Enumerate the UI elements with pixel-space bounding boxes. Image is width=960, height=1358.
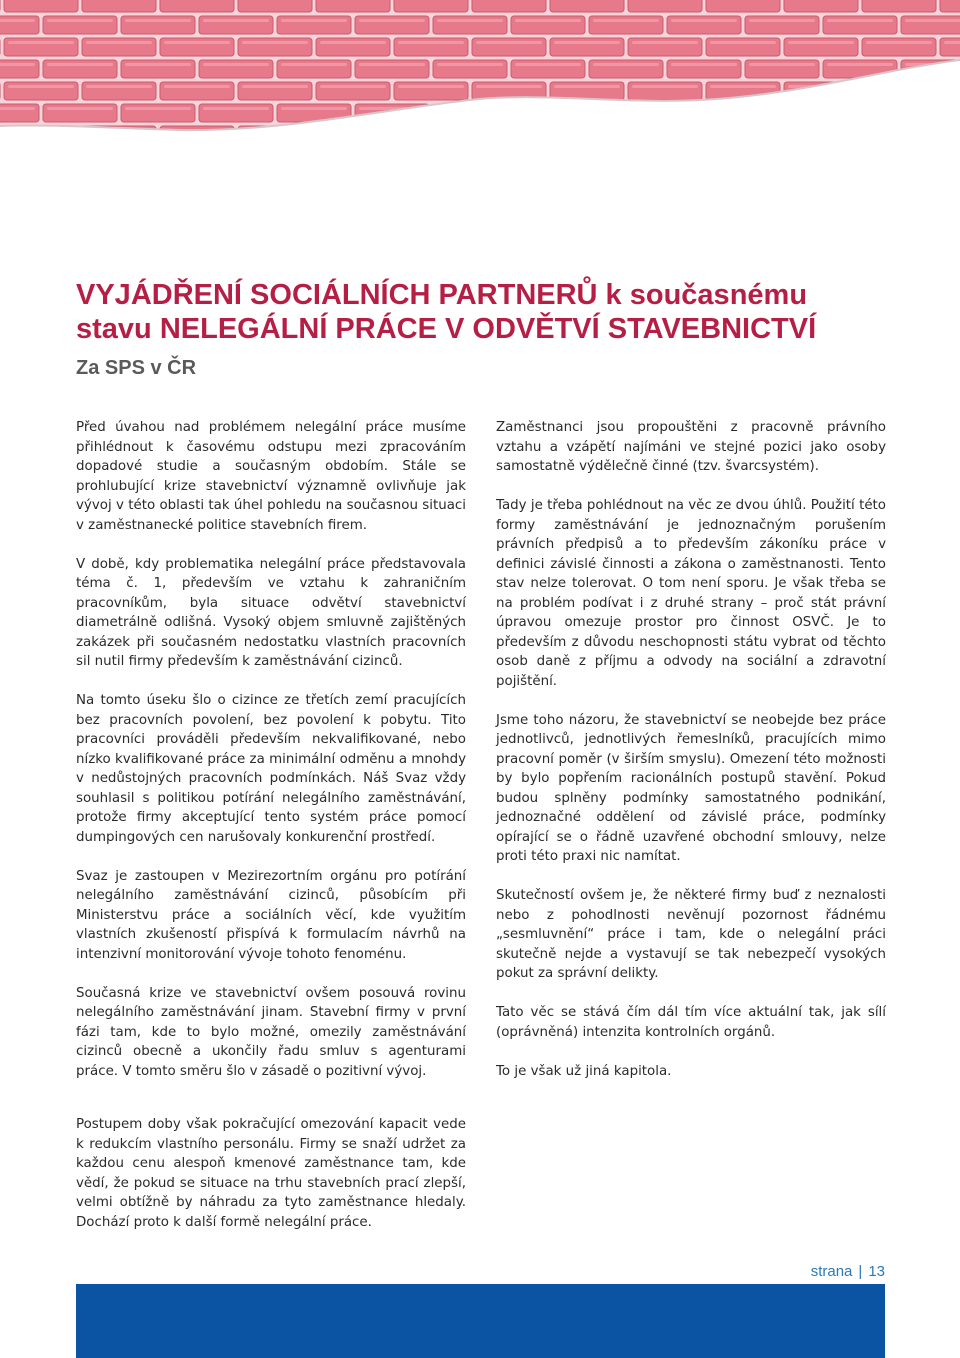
brick-highlight [710,41,776,44]
brick-highlight [827,63,893,66]
brick [160,0,234,12]
brick [160,82,234,100]
brick-highlight [0,19,35,22]
page-number [700,1263,885,1280]
brick [862,82,936,100]
brick-highlight [788,129,854,132]
brick [199,104,273,122]
page-separator: | [858,1263,863,1280]
brick-highlight [827,19,893,22]
brick [433,104,507,122]
brick [238,0,312,12]
brick [745,60,819,78]
brick-highlight [242,85,308,88]
paragraph: Před úvahou nad problémem nelegální práce musíme přihlédnout k časovému odstupu mezi zpracováním dopadové studie a současným obdobím. Stále se prohlubující krize stavebnictví významně ovlivňuje jak vývoj v této oblasti tak úhel pohledu na současnou situaci v zaměstnanecké politice stavebních firem. [76,420,466,533]
brick [277,60,351,78]
brick [589,16,663,34]
brick [82,82,156,100]
brick-highlight [671,19,737,22]
brick [316,82,390,100]
brick [199,60,273,78]
brick-highlight [749,63,815,66]
brick [394,0,468,12]
paragraph: Tady je třeba pohlédnout na věc ze dvou úhlů. Použití této formy zaměstnávání je jednoznačným porušením právních předpisů a to především zákoníku práce v definici závislé činnosti a zákona o zaměstnanosti. Tento stav nelze tolerovat. O tom není sporu. Je však třeba se na problém podívat i z druhé strany – proč stát právní úpravou omezuje prostor pro činnost OSVČ. Je to především z důvodu neschopnosti státu vybrat od těchto osob daně z příjmu a odvody na sociální a zdravotní pojištění. [496,498,886,689]
brick [628,126,702,140]
brick-highlight [125,19,191,22]
brick [862,126,936,140]
brick-highlight [749,107,815,110]
brick-highlight [398,41,464,44]
brick-highlight [593,19,659,22]
brick [43,104,117,122]
brick-highlight [905,19,960,22]
footer-bar [76,1284,885,1358]
paragraph: Tato věc se stává čím dál tím více aktuální tak, jak sílí (oprávněná) intenzita kontrolních orgánů. [496,1005,886,1040]
brick [940,0,960,12]
page-title-line-1: VYJÁDŘENÍ SOCIÁLNÍCH PARTNERŮ k současnému [76,279,808,311]
brick-highlight [359,19,425,22]
brick [121,16,195,34]
brick-highlight [8,85,74,88]
brick-highlight [671,107,737,110]
paragraph: Svaz je zastoupen v Mezirezortním orgánu pro potírání nelegálního zaměstnávání cizinců, působícím při Ministerstvu práce a sociálních věcí, kde využitím vlastních zkušeností přispívá k formulacím návrhů na intenzivní monitorování vývoje tohoto fenoménu. [76,868,466,962]
brick [511,104,585,122]
brick-highlight [125,107,191,110]
brick-highlight [86,85,152,88]
brick [511,60,585,78]
brick-highlight [632,41,698,44]
paragraph: Skutečností ovšem je, že některé firmy buď z neznalosti nebo z pohodlnosti nevěnují pozornost řádnému „sesmluvnění“ práce i tam, kde o nelegální práci skutečně nejde a vystavují se tak nebezpečí vysokých pokut za správní delikty. [496,888,886,981]
brick [160,38,234,56]
brick [433,16,507,34]
brick-highlight [0,63,35,66]
brick-highlight [8,129,74,132]
brick-highlight [398,129,464,132]
brick-highlight [242,129,308,132]
brick-highlight [944,85,960,88]
paragraph: V době, kdy problematika nelegální práce představovala téma č. 1, především ve vztahu k zahraničním pracovníkům, byla situace odvětví stavebnictví diametrálně odlišná. Vysoký objem smluvně zajištěných zakázek při současném nedostatku vlastních pracovních sil nutil firmy především k zaměstnávání cizinců. [76,556,466,669]
brick [394,38,468,56]
brick [784,126,858,140]
paragraph: Postupem doby však pokračující omezování kapacit vede k redukcím vlastního personálu. Firmy se snaží udržet za každou cenu alespoň kmenové zaměstnance tam, kde vědí, že pokud se situace na trhu stavebních prací zlepší, velmi obtížně by náhradu za tyto zaměstnance hledaly. Dochází proto k další formě nelegální práce. [76,1117,466,1230]
brick [355,60,429,78]
brick [4,126,78,140]
paragraph: Zaměstnanci jsou propouštěni z pracovně právního vztahu a vzápětí najímáni ve stejné pozici jako osoby samostatně výdělečně činné (tzv. švarcsystém). [496,420,886,474]
brick-highlight [359,63,425,66]
paragraph: Jsme toho názoru, že stavebnictví se neobejde bez práce jednotlivců, jednotlivých řemeslníků, pracujících mimo pracovní poměr (v širším smyslu). Omezení této možnosti by bylo popřením racionálních postupů stavění. Pokud budou splněny podmínky samostatného podnikání, jednoznačné oddělení od závislé práce, podmínky opírající se o řádně uzavřené obchodní smlouvy, nelze proti této praxi nic namítat. [496,712,886,864]
brick [238,82,312,100]
brick [706,38,780,56]
brick [784,0,858,12]
brick-highlight [476,129,542,132]
brick-highlight [203,19,269,22]
brick [82,0,156,12]
brick [706,0,780,12]
brick [355,16,429,34]
brick [277,16,351,34]
brick-highlight [320,41,386,44]
brick [394,126,468,140]
brick [706,126,780,140]
brick [43,60,117,78]
brick-highlight [320,85,386,88]
brick [823,16,897,34]
brick-highlight [47,107,113,110]
brick [823,60,897,78]
brick [433,60,507,78]
brick-highlight [0,107,35,110]
brick [628,82,702,100]
brick-highlight [671,63,737,66]
brick [745,16,819,34]
paragraph: To je však už jiná kapitola. [496,1063,672,1079]
brick [550,0,624,12]
brick [784,38,858,56]
brick [628,0,702,12]
brick [472,126,546,140]
brick [667,16,741,34]
brick [589,60,663,78]
brick-highlight [437,19,503,22]
brick-highlight [437,107,503,110]
brick-highlight [554,85,620,88]
brick-highlight [203,107,269,110]
brick [745,104,819,122]
brick [199,16,273,34]
brick-highlight [788,41,854,44]
brick [667,60,741,78]
bottom-left-paragraph [76,1115,466,1232]
brick [121,60,195,78]
brick-highlight [515,19,581,22]
brick-highlight [710,129,776,132]
brick [940,38,960,56]
brick-highlight [944,41,960,44]
brick [316,126,390,140]
title-block [76,278,876,380]
brick [667,104,741,122]
brick-highlight [749,19,815,22]
brick [0,104,39,122]
brick [0,16,39,34]
brick-highlight [866,41,932,44]
brick-highlight [164,41,230,44]
brick-highlight [905,107,960,110]
brick-highlight [515,63,581,66]
brick-highlight [515,107,581,110]
brick [940,82,960,100]
brick [43,16,117,34]
brick-highlight [632,85,698,88]
brick-highlight [8,41,74,44]
brick-highlight [281,19,347,22]
brick-highlight [593,63,659,66]
brick-highlight [398,85,464,88]
brick-highlight [710,85,776,88]
brick [901,16,960,34]
brick-highlight [47,19,113,22]
brick-highlight [476,85,542,88]
brick-highlight [866,85,932,88]
brick [0,60,39,78]
paragraph: Na tomto úseku šlo o cizince ze třetích zemí pracujících bez pracovních povolení, bez povolení k pobytu. Tito pracovníci prováděli především nekvalifikované, nebo nízko kvalifikované práce za minimální odměnu a mnohdy v nedůstojných pracovních podmínkách. Náš Svaz vždy souhlasil s politikou potírání nelegálního zaměstnávání, protože firmy akceptující tento systém práce pomocí dumpingových cen narušovaly konkurenční prostředí. [76,693,466,845]
brick-highlight [866,129,932,132]
brick [862,0,936,12]
brick [628,38,702,56]
brick-highlight [125,63,191,66]
brick [511,16,585,34]
right-column [496,418,886,1101]
brick-highlight [554,129,620,132]
brick-highlight [242,41,308,44]
brick-highlight [281,63,347,66]
brick-highlight [827,107,893,110]
page-number-value: 13 [868,1263,885,1280]
page-label: strana [810,1263,853,1280]
brick [4,38,78,56]
brick [82,38,156,56]
brick [472,38,546,56]
page-title-line-2: stavu NELEGÁLNÍ PRÁCE V ODVĚTVÍ STAVEBNICTVÍ [76,313,817,345]
brick-highlight [281,107,347,110]
brick-highlight [944,129,960,132]
brick [121,104,195,122]
brick [823,104,897,122]
brick [901,104,960,122]
brick-highlight [203,63,269,66]
page-subtitle: Za SPS v ČR [76,357,197,379]
brick [160,126,234,140]
brick-highlight [437,63,503,66]
brick-highlight [86,41,152,44]
brick [277,104,351,122]
brick [940,126,960,140]
brick-highlight [47,63,113,66]
brick-wall-banner [0,0,960,140]
brick-highlight [476,41,542,44]
brick-highlight [164,85,230,88]
brick [316,0,390,12]
brick-highlight [554,41,620,44]
brick [316,38,390,56]
brick [4,0,78,12]
paragraph: Současná krize ve stavebnictví ovšem posouvá rovinu nelegálního zaměstnávání jinam. Stavební firmy v první fázi tam, kde to bylo možné, omezily zaměstnávání cizinců obecně a ukončily řadu smluv s agenturami práce. V tomto směru šlo v zásadě o pozitivní vývoj. [76,985,466,1079]
brick [238,38,312,56]
left-column [76,418,466,1101]
brick-highlight [320,129,386,132]
brick [550,38,624,56]
brick-highlight [593,107,659,110]
brick [394,82,468,100]
brick-highlight [632,129,698,132]
brick [550,126,624,140]
brick [472,0,546,12]
brick [4,82,78,100]
brick [589,104,663,122]
brick [862,38,936,56]
